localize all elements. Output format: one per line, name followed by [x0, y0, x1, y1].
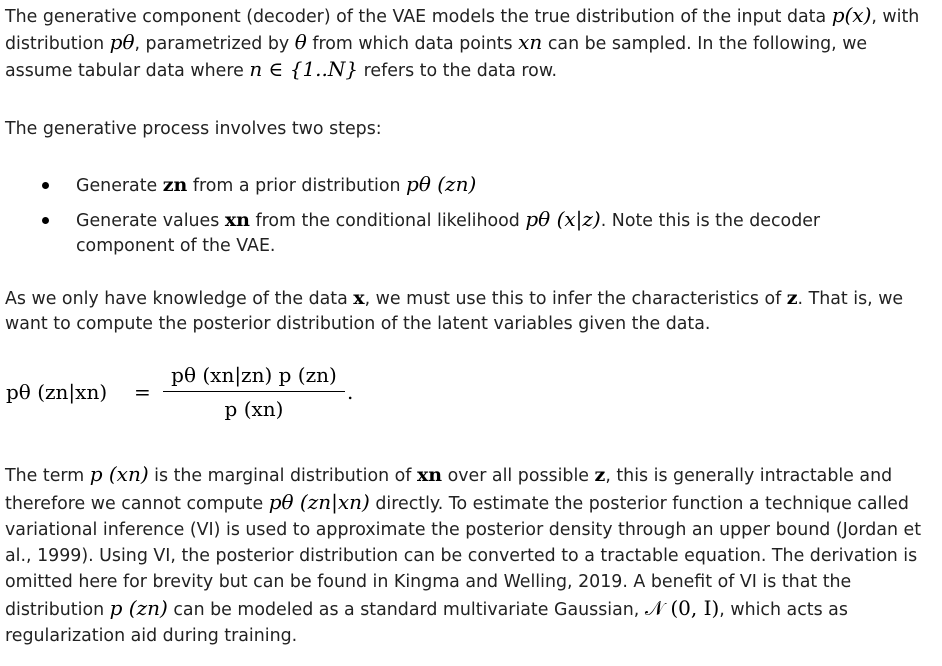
math-prior-zn: p (zn) — [109, 596, 168, 620]
math-z: z — [786, 287, 798, 309]
text-run: can be sampled. In the following, we assume tabular data where — [5, 34, 868, 81]
math-theta: θ — [294, 30, 307, 54]
equation-period: . — [347, 380, 354, 404]
equation-numerator: pθ (xn|zn) p (zn) — [171, 363, 337, 387]
bayes-equation — [6, 360, 406, 430]
equation-lhs: pθ (zn|xn) — [6, 380, 108, 404]
fraction-bar — [163, 391, 345, 392]
text-run: The generative component (decoder) of the VAE models the true distribution of the input data — [5, 7, 832, 27]
text-run: over all possible — [442, 466, 595, 486]
text-run: . Note this is the decoder component of the VAE. — [76, 211, 821, 256]
math-posterior: pθ (zn|xn) — [268, 490, 370, 514]
text-run: directly. To estimate the posterior function a technique called variational inference (VI) is used to approximate the posterior density through an upper bound (Jordan et al., 1999). Using VI, the posterior distribution can be converted to a tractable equation. The derivation is omitted here for brevity but can be found in Kingma and Welling, 2019. A benefit of VI is that the distribution — [5, 494, 922, 620]
steps-list — [5, 172, 905, 259]
math-x: x — [353, 287, 365, 309]
math-gaussian: 𝒩 (0, I) — [644, 596, 720, 620]
math-z: z — [594, 464, 606, 486]
equation-equals: = — [134, 380, 151, 404]
math-n-range: n ∈ {1..N} — [249, 57, 359, 81]
text-run: from which data points — [306, 34, 519, 54]
text-run: , parametrized by — [134, 34, 295, 54]
bullet-icon — [42, 182, 49, 189]
math-p-x: p(x) — [831, 3, 872, 27]
text-run: from the conditional likelihood — [250, 211, 526, 231]
math-likelihood: pθ (x|z) — [525, 207, 601, 231]
text-run: , this is generally intractable and therefore we cannot compute — [5, 466, 893, 514]
math-marginal: p (xn) — [89, 462, 149, 486]
text-run: Generate — [76, 176, 163, 196]
text-run: . That is, we want to compute the posterior distribution of the latent variables given the data. — [5, 289, 904, 334]
text-run: Generate values — [76, 211, 225, 231]
math-x-n: xn — [518, 30, 543, 54]
text-run: , we must use this to infer the characteristics of — [364, 289, 787, 309]
text-run: As we only have knowledge of the data — [5, 289, 354, 309]
posterior-paragraph — [5, 286, 939, 337]
text-run: is the marginal distribution of — [148, 466, 417, 486]
text-run: from a prior distribution — [187, 176, 407, 196]
math-z-n: zn — [162, 174, 188, 196]
equation-denominator: p (xn) — [224, 397, 284, 421]
text-run: The term — [5, 466, 90, 486]
text-run: , which acts as regularization aid during training. — [5, 600, 848, 646]
math-x-n: xn — [416, 464, 443, 486]
list-item — [5, 207, 905, 259]
math-prior: pθ (zn) — [406, 172, 477, 196]
math-p-theta: pθ — [109, 30, 135, 54]
vi-paragraph — [5, 461, 939, 649]
text-run: , with distribution — [5, 7, 920, 54]
equation-fraction — [163, 360, 345, 424]
math-x-n: xn — [224, 209, 250, 231]
process-paragraph: The generative process involves two steps: — [5, 119, 382, 139]
text-run: can be modeled as a standard multivariate Gaussian, — [167, 600, 645, 620]
list-item — [5, 172, 905, 199]
text-run: refers to the data row. — [358, 61, 557, 81]
bullet-icon — [42, 217, 49, 224]
intro-paragraph — [5, 3, 939, 84]
